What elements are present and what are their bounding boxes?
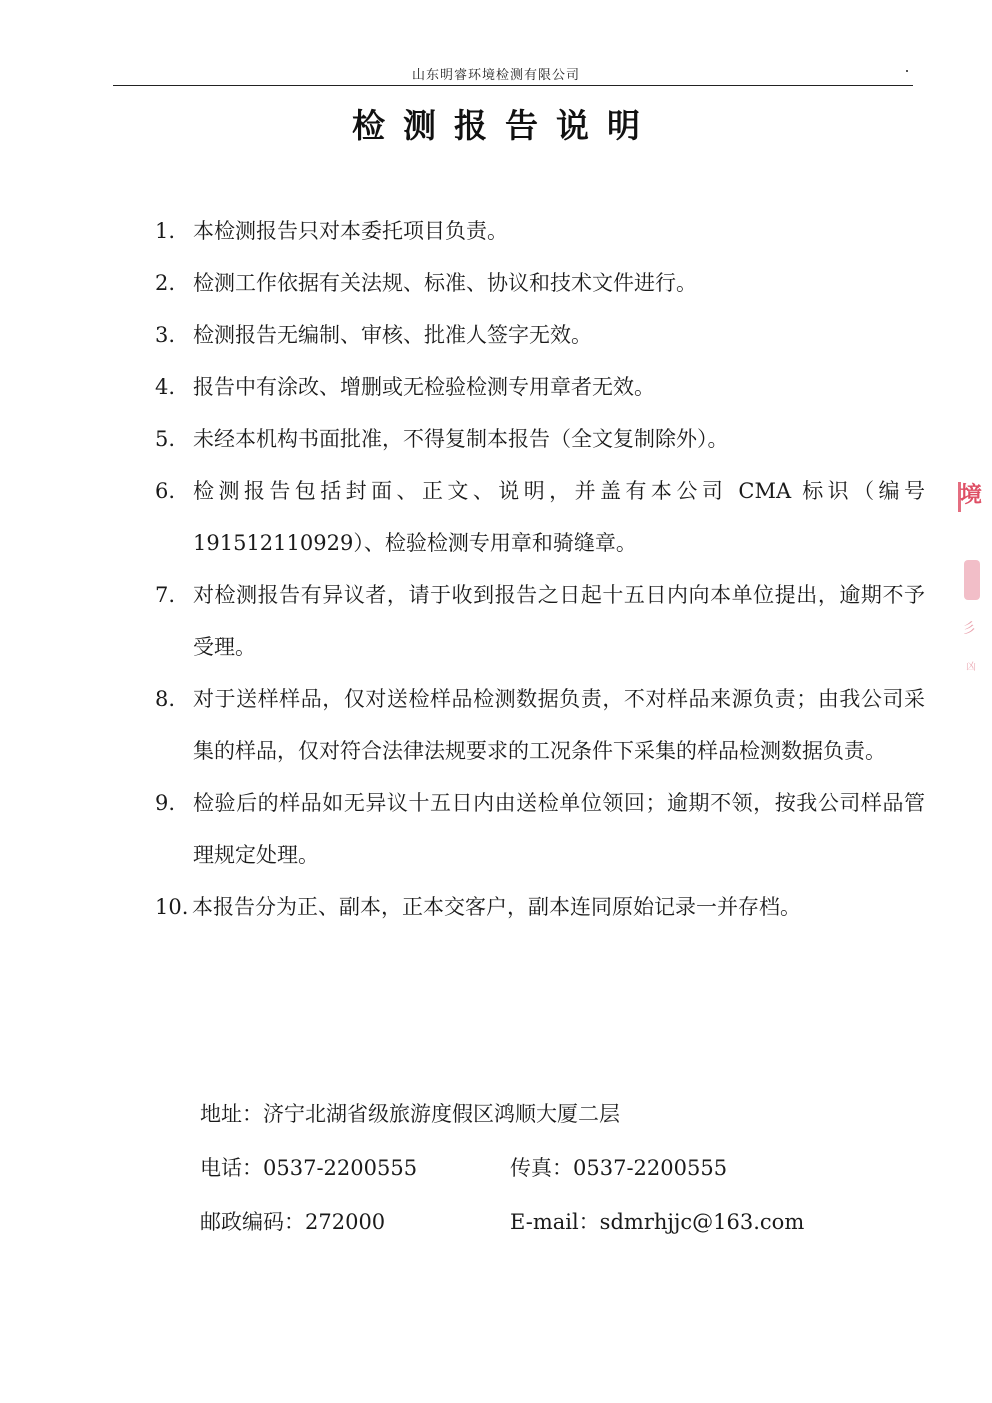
note-number: 2. <box>155 271 176 295</box>
header-company-name: 山东明睿环境检测有限公司 <box>411 68 580 83</box>
note-item <box>155 465 925 569</box>
address-text: 地址：济宁北湖省级旅游度假区鸿顺大厦二层 <box>200 1102 620 1126</box>
note-number: 3. <box>155 323 176 347</box>
fax-text: 传真：0537-2200555 <box>510 1156 728 1180</box>
email-text: E-mail：sdmrhjjc@163.com <box>510 1210 805 1234</box>
note-text: 对于送样样品，仅对送检样品检测数据负责，不对样品来源负责；由我公司采集的样品，仅对符合法律法规要求的工况条件下采集的样品检测数据负责。 <box>193 687 925 763</box>
note-text: 检测报告包括封面、正文、说明，并盖有本公司 CMA 标识（编号 191512110929）、检验检测专用章和骑缝章。 <box>193 479 925 555</box>
note-number: 5. <box>155 427 176 451</box>
note-number: 9. <box>155 791 176 815</box>
note-text: 本检测报告只对本委托项目负责。 <box>193 219 508 243</box>
note-number: 1. <box>155 219 176 243</box>
stamp-fragment: 凶 <box>966 662 976 673</box>
note-number: 7. <box>155 583 176 607</box>
note-item <box>155 777 925 881</box>
note-text: 检验后的样品如无异议十五日内由送检单位领回；逾期不领，按我公司样品管理规定处理。 <box>193 791 925 867</box>
note-text: 报告中有涂改、增删或无检验检测专用章者无效。 <box>193 375 655 399</box>
note-number: 6. <box>155 479 176 503</box>
header-rule <box>113 85 913 86</box>
note-number: 4. <box>155 375 176 399</box>
contact-row <box>200 1141 920 1195</box>
note-number: 10. <box>155 895 189 919</box>
note-text: 本报告分为正、副本，正本交客户，副本连同原始记录一并存档。 <box>192 895 801 919</box>
note-item <box>155 309 925 361</box>
page-title: 检测报告说明 <box>352 106 658 145</box>
note-item <box>155 881 925 933</box>
postcode-text: 邮政编码：272000 <box>200 1210 386 1234</box>
stamp-character: 境 <box>960 483 983 508</box>
note-item <box>155 413 925 465</box>
note-item <box>155 569 925 673</box>
note-text: 检测报告无编制、审核、批准人签字无效。 <box>193 323 592 347</box>
contact-row <box>200 1087 920 1141</box>
note-number: 8. <box>155 687 176 711</box>
note-text: 检测工作依据有关法规、标准、协议和技术文件进行。 <box>193 271 697 295</box>
stamp-ink-blob <box>964 560 980 600</box>
stamp-fragment: 彡 <box>962 621 976 637</box>
note-item <box>155 361 925 413</box>
phone-text: 电话：0537-2200555 <box>200 1156 418 1180</box>
note-text: 未经本机构书面批准，不得复制本报告（全文复制除外）。 <box>193 427 729 451</box>
note-item <box>155 205 925 257</box>
header-dot <box>906 70 908 72</box>
seam-stamp <box>956 478 992 688</box>
contact-row <box>200 1195 920 1249</box>
note-text: 对检测报告有异议者，请于收到报告之日起十五日内向本单位提出，逾期不予受理。 <box>193 583 925 659</box>
contact-block <box>200 1087 920 1249</box>
note-item <box>155 257 925 309</box>
note-item <box>155 673 925 777</box>
notes-list <box>155 205 925 933</box>
